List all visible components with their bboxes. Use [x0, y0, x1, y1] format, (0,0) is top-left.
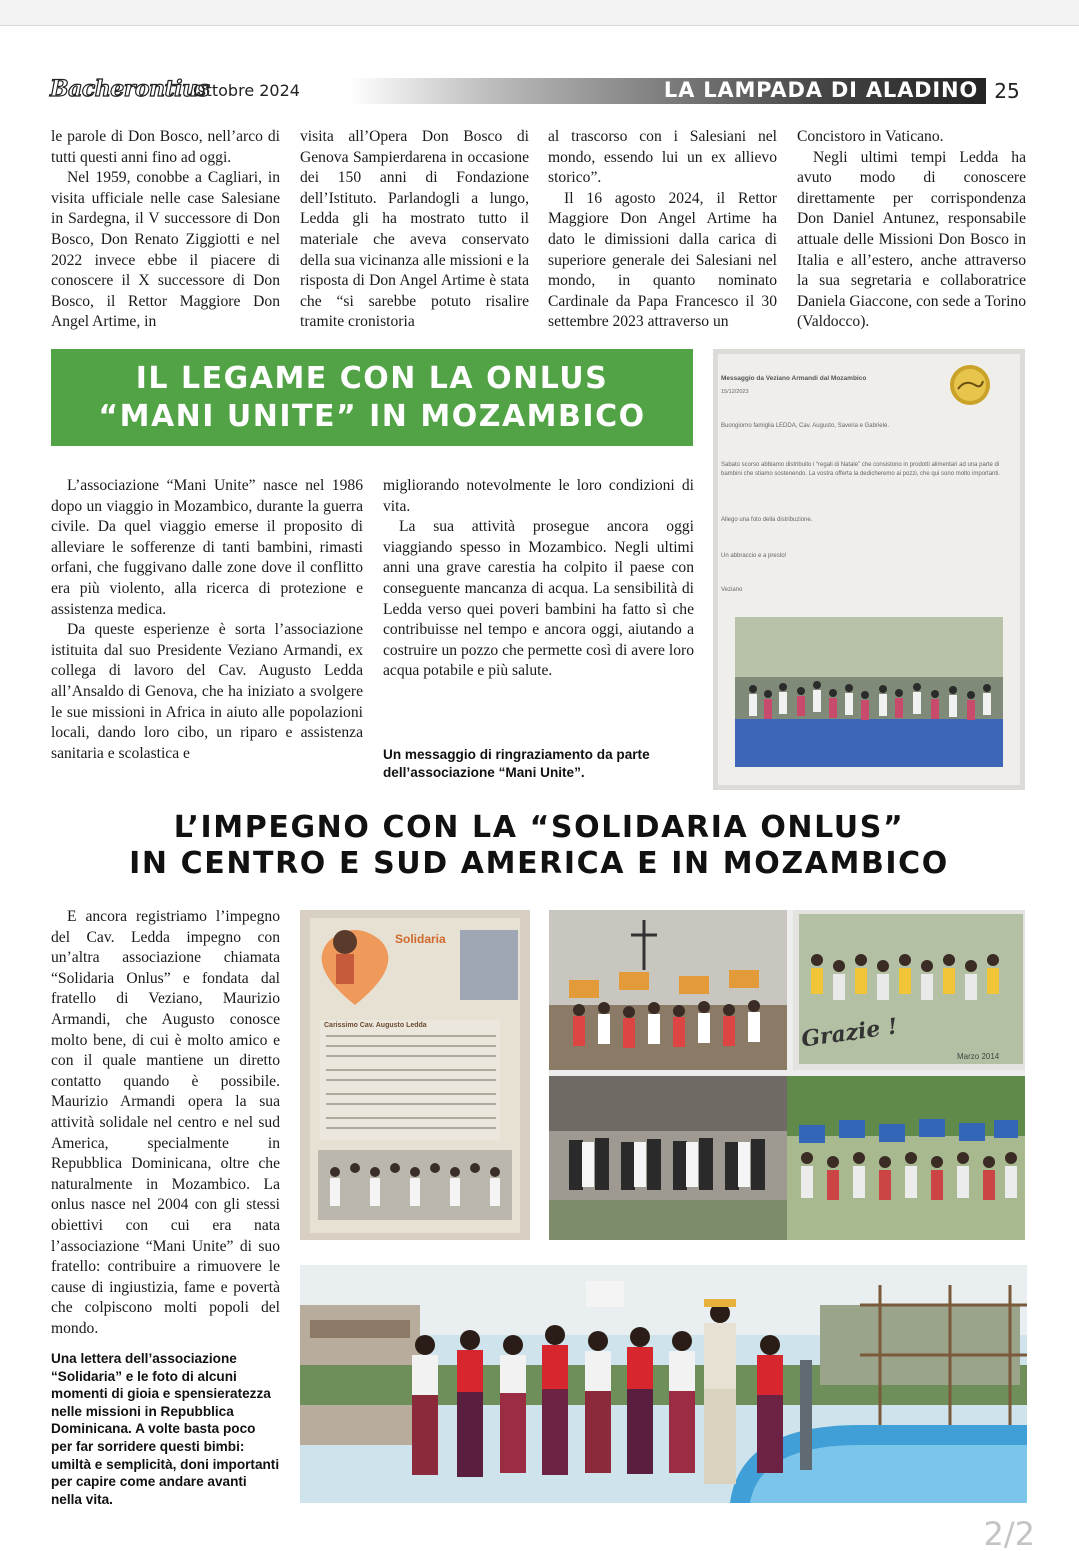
paragraph: La sua attività prosegue ancora oggi viaggiando spesso in Mozambico. Negli ultimi anni una grave carestia ha colpito il paese con conseguente mancanza di acqua. La sensibilità di Ledda verso quei poveri bambini ha fatto sì che contribuisse nel tempo e ancora oggi, aiutando a costruire un pozzo che permette così di avere loro acqua potabile e più salute.: [383, 518, 694, 680]
browser-top-bar: [0, 0, 1079, 26]
paragraph: Da queste esperienze è sorta l’associazione istituita dal suo Presidente Veziano Armandi, ex collega di lavoro del Cav. Augusto Ledda all’Ansaldo di Genova, che ha iniziato a svolgere le sue missioni in Africa in aiuto alle popolazioni locali, dando loro cibo, un riparo e assistenza sanitaria e scolastica e: [51, 621, 363, 762]
intro-column-4: [797, 127, 1026, 333]
section2-heading: [50, 810, 1028, 882]
intro-column-2: [300, 127, 529, 333]
section1-title-line1: IL LEGAME CON LA ONLUS: [135, 361, 609, 396]
section2-photo-caption: Una lettera dell’associazione “Solidaria” e le foto di alcuni momenti di gioia e spensieratezza nelle missioni in Repubblica Dominicana. A volte basta poco per far sorridere questi bimbi: umiltà e semplicità, doni importanti per capire come andare avanti nella vita.: [51, 1351, 280, 1507]
paragraph: al trascorso con i Salesiani nel mondo, essendo lui un ex allievo storico”.: [548, 128, 777, 187]
collage-date-note: Marzo 2014: [957, 1052, 1000, 1061]
mani-unite-letter-photo: [713, 349, 1025, 790]
section-title: LA LAMPADA DI ALADINO: [663, 78, 978, 102]
letter-body: Sabato scorso abbiamo distribuito i “regali di Natale” che consistono in prodotti alimentari ad una parte di bambini che stiamo sostenendo. La vostra offerta la dedicheremo ai pozzi, che qui sono molto importanti.: [721, 462, 1001, 477]
solidaria-brand: Solidaria: [395, 932, 446, 946]
section1-title-line2: “MANI UNITE” IN MOZAMBICO: [98, 399, 646, 434]
section2-column: [51, 907, 280, 1339]
section1-heading-box: [51, 349, 693, 446]
page-header: [50, 78, 1028, 104]
letter-attach-note: Allego una foto della distribuzione.: [721, 517, 813, 523]
intro-column-1: [51, 127, 280, 333]
grazie-text: Grazie !: [799, 1013, 900, 1053]
letter-signature: Veziano: [721, 587, 743, 593]
solidaria-letter-photo: [300, 910, 530, 1240]
page-indicator: 2/2: [983, 1515, 1035, 1551]
paragraph: le parole di Don Bosco, nell’arco di tutti questi anni fino ad oggi.: [51, 128, 280, 166]
section1-photo-caption: Un messaggio di ringraziamento da parte dell’associazione “Mani Unite”.: [383, 747, 650, 780]
letter-closing: Un abbraccio e a presto!: [721, 553, 787, 559]
paragraph: Concistoro in Vaticano.: [797, 128, 944, 145]
solidaria-letter-recipient: Carissimo Cav. Augusto Ledda: [324, 1022, 427, 1029]
letter-greeting: Buongiorno famiglia LEDDA, Cav. Augusto, Saveria e Gabriele.: [721, 423, 889, 429]
paragraph: visita all’Opera Don Bosco di Genova Sampierdarena in occasione dei 150 anni di Fondazione dell’Istituto. Parlandogli a lungo, Ledda gli ha mostrato tutto il materiale che aveva conservato della sua vicinanza alle missioni e la risposta di Don Angel Artime è stata che “si sarebbe potuto risalire tramite cronistoria: [300, 128, 529, 331]
paragraph: E ancora registriamo l’impegno del Cav. Ledda impegno con un’altra associazione chiamata “Solidaria Onlus” e fondata dal fratello di Veziano, Maurizio Armandi, che Augusto conosce molto bene, di cui è molto amico e con il quale mantiene un diretto contatto quando è possibile. Maurizio Armandi opera la sua attività solidale nel centro e nel sud America, specialmente in Repubblica Dominicana, oltre che naturalmente in Mozambico. La onlus nasce nel 2004 con gli stessi obiettivi con cui era nata l’associazione “Mani Unite” di suo fratello: contribuire a rimuovere le cause di ingiustizia, fame e povertà che colpiscono molti popoli del mondo.: [51, 908, 280, 1337]
masthead-logo: Bacherontius: [50, 76, 210, 102]
letter-title: Messaggio da Veziano Armandi dal Mozambico: [721, 375, 867, 382]
page-number: 25: [986, 78, 1028, 104]
paragraph: L’associazione “Mani Unite” nasce nel 1986 dopo un viaggio in Mozambico, durante la guerra civile. Da quel viaggio emerse il proposito di alleviare le sofferenze di tanti bambini, rimasti orfani, che fuggivano dalle zone dove il conflitto era più violento, alla ricerca di protezione e assistenza medica.: [51, 477, 363, 618]
mozambique-well-group-photo: [300, 1265, 1027, 1503]
paragraph: migliorando notevolmente le loro condizioni di vita.: [383, 477, 694, 515]
missions-photo-collage: [549, 910, 1025, 1240]
intro-column-3: [548, 127, 777, 333]
section1-column-2: [383, 476, 694, 682]
paragraph: Nel 1959, conobbe a Cagliari, in visita ufficiale nelle case Salesiane in Sardegna, il V successore di Don Bosco, Don Renato Ziggiotti e nel 2022 invece ebbe il piacere di conoscere il X successore di Don Bosco, il Rettor Maggiore Don Angel Artime, in: [51, 169, 280, 331]
issue-date: Ottobre 2024: [193, 81, 300, 100]
paragraph: Il 16 agosto 2024, il Rettor Maggiore Don Angel Artime ha dato le dimissioni dalla carica di superiore generale dei Salesiani nel mondo, in quanto nominato Cardinale da Papa Francesco il 30 settembre 2023 attraverso un: [548, 189, 777, 331]
paragraph: Negli ultimi tempi Ledda ha avuto modo di conoscere direttamente per corrispondenza Don Daniel Antunez, responsabile attuale delle Missioni Don Bosco in Italia e all’estero, anche attraverso la sua segretaria e collaboratrice Daniela Giaccone, con sede a Torino (Valdocco).: [797, 148, 1026, 331]
section1-column-1: [51, 476, 363, 764]
letter-date: 15/12/2023: [721, 389, 749, 395]
section2-title-line1: L’IMPEGNO CON LA “SOLIDARIA ONLUS”: [173, 810, 905, 845]
section2-title-line2: IN CENTRO E SUD AMERICA E IN MOZAMBICO: [129, 846, 949, 881]
